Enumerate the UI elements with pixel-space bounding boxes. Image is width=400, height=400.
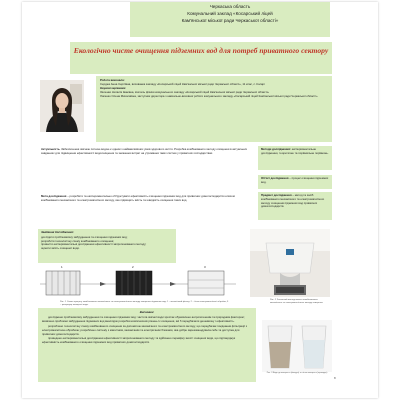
scheme-drawing [38,266,238,300]
object-section [258,175,332,189]
goal-section [38,193,256,223]
tasks-label: Завдання дослідження: [41,230,74,234]
tasks-list [41,236,173,251]
task-item: оцінити якість очищеної води. [41,246,80,251]
device-illustration [250,229,330,297]
header-council: Кам'янської міської ради Черкаської області» [181,18,279,23]
conclusion-paragraph-2: розроблено технологічну схему комбінованого очищення за допомогою механічного та електромагнітного методу, що передбачає поєднання фільтрації з електромагнітною обробкою; розроблено систему з магнітним, механічним та електричним блоками, яка добре зарекомендувала себе та доступна для приватних домогосподарств. [42,323,248,336]
object-label: Об'єкт дослідження [261,176,289,180]
task-item: провести експериментальні дослідження ефективності запропонованого методу; [41,242,147,247]
glasses-caption: Рис. 3 Вода до очищення (ліворуч) та після очищення (праворуч) [266,372,328,374]
author-photo [40,80,84,132]
author-photo-illustration [40,80,84,132]
page-number: 8 [334,376,336,380]
supervisors-label: Наукові керівники: [100,86,127,90]
scheme-label-1: 1 [61,265,63,269]
author-label: Робота виконала: [100,78,125,82]
goal-label: Мета дослідження [41,194,67,198]
goal-text: – розробити та експериментально обґрунтувати ефективність очищення підземних вод для приватних домогосподарств шляхом комбінованого механічного та електромагнітного методу, яке підвищить якість та швидкість очищення таких вод. [41,194,235,202]
scheme-label-3: 3 [204,265,206,269]
treatment-scheme-diagram [38,266,238,300]
methods-text: експериментальне дослідження, теоретичне та порівняльне порівнянь. [261,147,329,155]
object-text: – процес очищення підземних вод. [261,176,329,184]
relevance-text: Забезпечення якісною питною водою є одним з найважливіших умов здорового життя. Розробка комбінованого методу очищення в актуальних завданнях для підвищення ефективності водоочищення та зниження витрат на утримання таких систем у приватних господарствах. [41,147,248,155]
header-institution: Комунальний заклад «Косарський ліцей [187,11,273,16]
conclusions-section [38,308,256,382]
subject-section [258,192,332,220]
scheme-label-2: 2 [132,265,134,269]
tasks-section [38,229,176,263]
poster-title: Екологічно чисте очищення підземних вод для потреб приватного сектору [70,42,332,74]
author-info [96,76,332,142]
task-item: розробити технологічну схему комбінованого очищення; [41,238,115,243]
conclusions-label: Висновки: [139,310,155,314]
methods-label: Методи дослідження: [261,147,291,151]
task-item: дослідити проблематику забруднення та очищення підземних вод; [41,234,128,239]
device-caption: Рис. 2 Загальний вигляд макета комбінованого механічного та електромагнітного методу очищення [270,299,323,304]
header-region: Черкаська область [209,4,251,9]
subject-text: – метод та засіб комбінованого механічного та електромагнітного методу очищення підземних вод приватних домогосподарств. [261,193,325,209]
water-glasses-photo [262,320,332,372]
device-photo [250,229,330,297]
conclusion-paragraph-1: досліджено проблематику забруднення та очищення підземних вод: частота якісної води зростає обумовлено антропогенним та природним фактором; виявлено проблеми забруднення підземних вод внаслідок розробки комплексних рішень їх очищення, які б передбачали дешевизну і ефективність. [42,314,245,323]
scheme-caption: Рис. 1 Схема процесу комбінованого механічного та електромагнітного методу очищення підземних вод: 1 – механічний фільтр; 2 – блок електромагнітної обробки; 3 – резервуар очищеної води. [60,301,229,306]
institution-header [130,2,330,37]
relevance-section [38,146,256,186]
supervisor-1: Зінченко Наталія Іванівна, вчитель фізики комунального закладу «Косарський ліцей Кам'янської міської ради Черкаської області» [100,90,269,94]
supervisor-2: Лисенко Олена Миколаївна, заступник директора з навчально-виховної роботи комунального закладу «Косарський ліцей Кам'янської міської ради Черкаської області» [100,94,318,98]
conclusion-paragraph-3: проведено експериментальні дослідження ефективності запропонованого методу та здійснено перевірку якості очищеної води, що підтверджує ефективність комбінованого очищення підземних вод приватних домогосподарств. [42,336,236,345]
glasses-illustration [262,320,332,372]
author-text: Сердюк Анна Сергіївна, вихованка закладу «Косарський ліцей Кам'янської міської ради Черкаської області», 11 клас, с. Косарі [100,82,265,86]
methods-section [258,146,332,170]
subject-label: Предмет дослідження [261,193,292,197]
relevance-label: Актуальність. [41,147,61,151]
